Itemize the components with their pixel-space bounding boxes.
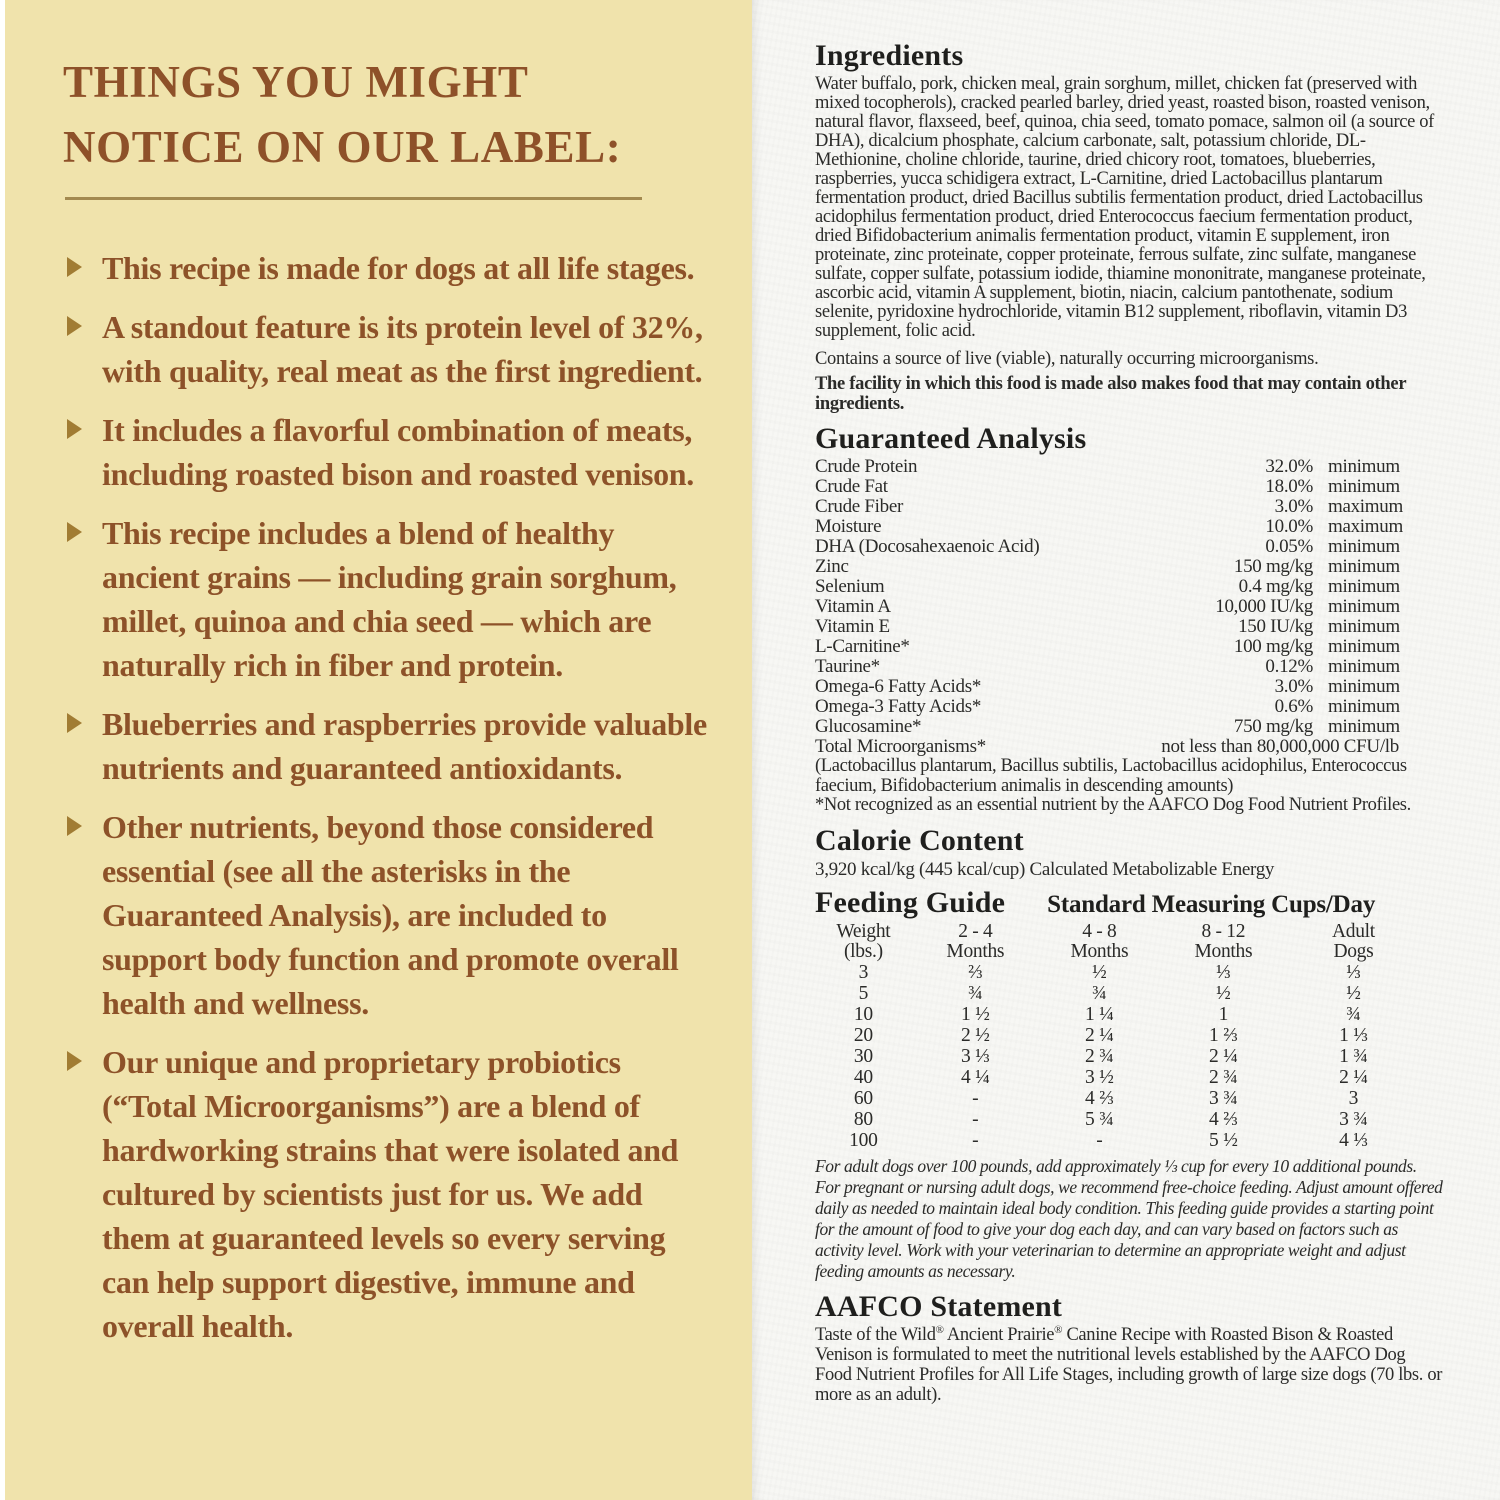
callouts-heading-line2: NOTICE ON OUR LABEL: [63,122,622,173]
ingredients-body: Water buffalo, pork, chicken meal, grain sorghum, millet, chicken fat (preserved with mixed tocopherols), cracked pearled barley, dried yeast, roasted bison, roasted venison, natural flavor, flaxseed, beef, quinoa, chia seed, tomato pomace, salmon oil (a source of DHA), dicalcium phosphate, calcium carbonate, salt, potassium chloride, DL-Methionine, choline chloride, taurine, dried chicory root, tomatoes, blueberries, raspberries, yucca schidigera extract, L-Carnitine, dried Lactobacillus plantarum fermentation product, dried Bacillus subtilis fermentation product, dried Lactobacillus acidophilus fermentation product, dried Enterococcus faecium fermentation product, dried Bifidobacterium animalis fermentation product, vitamin E supplement, iron proteinate, zinc proteinate, copper proteinate, ferrous sulfate, zinc sulfate, manganese sulfate, copper sulfate, potassium iodide, thiamine mononitrate, manganese proteinate, ascorbic acid, vitamin A supplement, biotin, niacin, calcium pantothenate, sodium selenite, pyridoxine hydrochloride, vitamin B12 supplement, riboflavin, vitamin D3 supplement, folic acid. [815,74,1434,341]
bullet-triangle-icon [67,419,82,439]
aafco-body [815,1325,1445,1405]
callout-text: This recipe includes a blend of healthy ancient grains — including grain sorghum, millet, quinoa and chia seed — which are naturally rich in fiber and protein. [102,514,677,683]
analysis-value: 18.0% [1265,476,1313,497]
analysis-value: 10.0% [1265,516,1313,537]
table-row [815,537,1399,557]
table-cell: 100 [849,1129,878,1151]
table-cell: 5 [858,982,869,1004]
table-cell: ¾ [1092,982,1107,1004]
analysis-qualifier: minimum [1328,456,1400,477]
table-cell: 2 ½ [960,1024,990,1046]
table-row [815,1067,1420,1088]
table-cell: - [972,1087,979,1109]
table-cell: 4 ¼ [960,1066,990,1088]
nutrition-label-panel [752,0,1500,1500]
column-header [1039,922,1160,962]
table-cell: - [972,1108,979,1130]
callout-text: Other nutrients, beyond those considered essential (see all the asterisks in the Guaranteed Analysis), are included to support body function and promote overall health and wellness. [102,808,679,1021]
callouts-heading-line1: THINGS YOU MIGHT [63,57,529,107]
analysis-value: 0.12% [1265,656,1313,677]
analysis-qualifier: minimum [1328,656,1400,677]
table-cell: ⅓ [1216,961,1231,983]
analysis-qualifier: minimum [1328,636,1400,657]
facility-statement: The facility in which this food is made also makes food that may contain other ingredients. [815,374,1406,414]
divider-rule [65,197,642,200]
feeding-guide-table [815,922,1420,1151]
callouts-heading [63,50,714,181]
column-header-line: Dogs [1333,940,1374,962]
table-row [815,983,1420,1004]
bullet-triangle-icon [67,522,82,542]
table-cell: 2 ¾ [1209,1066,1238,1088]
analysis-value: 0.4 mg/kg [1238,576,1313,597]
registered-trademark-icon: ® [935,1323,944,1336]
table-row [815,1109,1420,1130]
table-cell: 3 ½ [1085,1066,1114,1088]
bullet-triangle-icon [67,257,82,277]
table-cell: 2 ¼ [1209,1045,1238,1067]
table-row [815,1004,1420,1025]
list-item [63,246,714,290]
bullet-triangle-icon [67,316,82,336]
analysis-value: 100 mg/kg [1233,636,1313,657]
feeding-guide-footnote: For adult dogs over 100 pounds, add approximately ⅓ cup for every 10 additional pounds. For pregnant or nursing adult dogs, we recommend free-choice feeding. Adjust amount offered daily as needed to maintain ideal body condition. This feeding guide provides a starting point for the amount of food to give your dog each day, and can vary based on factors such as activity level. Work with your veterinarian to determine an appropriate weight and adjust feeding amounts as necessary. [815,1155,1443,1281]
analysis-name: Moisture [815,516,882,537]
aafco-text-segment: Canine Recipe with Roasted Bison & Roasted Venison is formulated to meet the nutritional levels established by the AAFCO Dog Food Nutrient Profiles for All Life Stages, including growth of large size dogs (70 lbs. or more as an adult). [815,1324,1443,1405]
analysis-value: 0.05% [1265,536,1313,557]
list-item [63,805,714,1025]
table-row [815,516,1403,537]
table-cell: 2 ¼ [1085,1024,1114,1046]
callout-text: Our unique and proprietary probiotics (“Total Microorganisms”) are a blend of hardworking strains that were isolated and cultured by scientists just for us. We add them at guaranteed levels so every serving can help support digestive, immune and overall health. [102,1043,679,1344]
analysis-name: DHA (Docosahexaenoic Acid) [815,536,1040,557]
analysis-name: Vitamin A [815,596,891,617]
column-header-line: Adult [1331,920,1375,942]
ingredients-title: Ingredients [815,39,964,72]
table-cell: 3 [1348,1087,1359,1109]
column-header [912,922,1039,962]
table-cell: ½ [1092,961,1107,983]
table-cell: 40 [853,1066,873,1088]
table-cell: ⅔ [968,961,983,983]
column-header-line: 2 - 4 [958,920,993,942]
table-cell: ⅓ [1346,961,1361,983]
table-row [815,1025,1420,1046]
table-row [815,962,1420,983]
table-row [815,737,1399,757]
analysis-name: Taurine* [815,656,880,677]
analysis-qualifier: minimum [1328,676,1400,697]
list-item [63,702,714,790]
table-cell: 1 ⅔ [1209,1024,1238,1046]
analysis-value: 0.6% [1274,696,1313,717]
table-cell: 3 ¾ [1209,1087,1238,1109]
table-row [815,1046,1420,1067]
analysis-asterisk-note: *Not recognized as an essential nutrient by the AAFCO Dog Food Nutrient Profiles. [815,795,1411,815]
column-header-line: Weight [836,920,891,942]
analysis-value: 10,000 IU/kg [1215,596,1313,617]
analysis-qualifier: minimum [1328,716,1400,737]
analysis-name: Crude Protein [815,456,918,477]
analysis-qualifier: minimum [1328,616,1400,637]
label-callouts-panel [5,0,752,1500]
contains-statement: Contains a source of live (viable), naturally occurring microorganisms. [815,349,1319,369]
column-header [1287,922,1420,962]
analysis-qualifier: maximum [1328,516,1403,537]
analysis-value: 32.0% [1265,456,1313,477]
table-row [815,637,1399,657]
callout-text: Blueberries and raspberries provide valuable nutrients and guaranteed antioxidants. [102,705,707,786]
list-item [63,1040,714,1348]
table-header-row [815,922,1420,962]
table-cell: 4 ⅔ [1209,1108,1238,1130]
table-cell: 1 ¾ [1339,1045,1368,1067]
table-cell: 4 ⅔ [1085,1087,1114,1109]
analysis-qualifier: minimum [1328,596,1400,617]
analysis-value: not less than 80,000,000 CFU/lb [1161,736,1399,757]
table-cell: 5 ½ [1209,1129,1238,1151]
table-cell: 3 ¾ [1339,1108,1368,1130]
calorie-content-body: 3,920 kcal/kg (445 kcal/cup) Calculated Metabolizable Energy [815,858,1275,880]
table-cell: 5 ¾ [1085,1108,1114,1130]
table-cell: - [1096,1129,1103,1151]
aafco-title: AAFCO Statement [815,1289,1063,1323]
analysis-name: Zinc [815,556,849,577]
aafco-text-segment: Ancient Prairie [943,1324,1055,1345]
feeding-guide-header [815,887,1445,919]
column-header-line: Months [1070,940,1129,962]
table-cell: 4 ⅓ [1339,1129,1368,1151]
analysis-name: L-Carnitine* [815,636,910,657]
analysis-qualifier: minimum [1328,476,1400,497]
table-cell: 1 ⅓ [1339,1024,1368,1046]
analysis-name: Crude Fiber [815,496,903,517]
table-cell: ½ [1346,982,1361,1004]
table-cell: 20 [853,1024,873,1046]
table-cell: 1 ¼ [1085,1003,1114,1025]
column-header-line: 4 - 8 [1082,920,1117,942]
table-cell: 3 [858,961,869,983]
column-header-line: (lbs.) [843,940,883,962]
analysis-strains-note: (Lactobacillus plantarum, Bacillus subtilis, Lactobacillus acidophilus, Enterococcus faecium, Bifidobacterium animalis in descending amounts) [815,756,1407,796]
table-cell: 30 [853,1045,873,1067]
column-header [815,922,912,962]
callout-text: This recipe is made for dogs at all life stages. [102,249,695,286]
feeding-guide-title: Feeding Guide [815,885,1006,919]
analysis-qualifier: minimum [1328,696,1400,717]
callout-text: It includes a flavorful combination of meats, including roasted bison and roasted venison. [102,411,695,492]
analysis-name: Glucosamine* [815,716,922,737]
list-item [63,408,714,496]
table-row [815,477,1399,497]
table-row [815,1130,1420,1151]
table-row [815,697,1399,717]
table-row [815,617,1399,637]
table-cell: 60 [853,1087,873,1109]
analysis-value: 150 IU/kg [1238,616,1313,637]
table-cell: 10 [853,1003,873,1025]
calorie-content-title: Calorie Content [815,823,1024,857]
analysis-name: Omega-3 Fatty Acids* [815,696,982,717]
table-cell: 2 ¼ [1339,1066,1368,1088]
guaranteed-analysis-title: Guaranteed Analysis [815,422,1087,455]
analysis-value: 3.0% [1274,676,1313,697]
table-cell: ½ [1216,982,1231,1004]
analysis-value: 150 mg/kg [1233,556,1313,577]
analysis-name: Crude Fat [815,476,888,497]
table-row [815,657,1399,677]
table-cell: 1 ½ [960,1003,990,1025]
guaranteed-analysis-table [815,456,1403,757]
table-cell: 80 [853,1108,873,1130]
analysis-name: Total Microorganisms* [815,736,986,757]
table-cell: ¾ [1346,1003,1361,1025]
table-cell: - [972,1129,979,1151]
analysis-name: Selenium [815,576,885,597]
table-cell: 3 ⅓ [960,1045,990,1067]
registered-trademark-icon: ® [1054,1323,1063,1336]
feeding-guide-subtitle: Standard Measuring Cups/Day [1047,890,1376,918]
table-row [815,597,1399,617]
column-header-line: 8 - 12 [1201,920,1246,942]
table-row [815,1088,1420,1109]
analysis-qualifier: minimum [1328,556,1400,577]
callout-list [63,246,714,1348]
column-header-line: Months [946,940,1005,962]
column-header [1160,922,1287,962]
table-row [815,677,1399,697]
table-cell: ¾ [968,982,983,1004]
bullet-triangle-icon [67,816,82,836]
analysis-value: 3.0% [1274,496,1313,517]
table-row [815,577,1399,597]
bullet-triangle-icon [67,1051,82,1071]
analysis-name: Vitamin E [815,616,890,637]
table-cell: 1 [1218,1003,1229,1025]
bullet-triangle-icon [67,713,82,733]
list-item [63,511,714,687]
table-cell: 2 ¾ [1085,1045,1114,1067]
table-row [815,496,1403,517]
analysis-qualifier: minimum [1328,536,1400,557]
list-item [63,305,714,393]
aafco-text-segment: Taste of the Wild [815,1324,936,1345]
table-row [815,557,1399,577]
table-row [815,457,1399,477]
analysis-qualifier: minimum [1328,576,1400,597]
table-row [815,717,1399,737]
analysis-name: Omega-6 Fatty Acids* [815,676,982,697]
callout-text: A standout feature is its protein level of 32%, with quality, real meat as the first ingredient. [102,308,703,389]
column-header-line: Months [1194,940,1253,962]
analysis-qualifier: maximum [1328,496,1403,517]
analysis-value: 750 mg/kg [1233,716,1313,737]
